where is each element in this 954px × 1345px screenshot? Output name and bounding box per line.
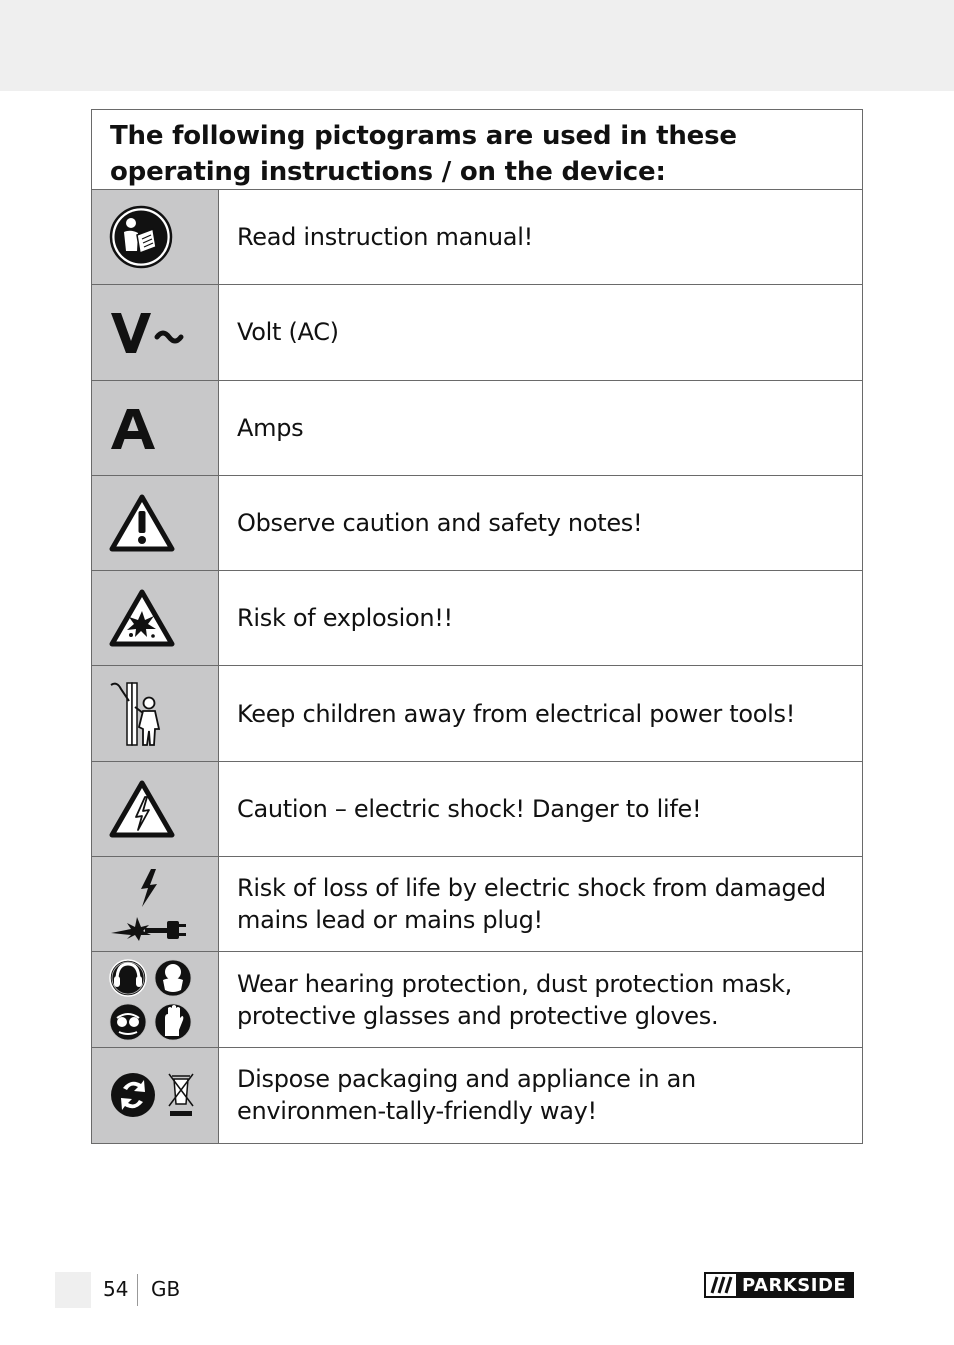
pictogram-table [91,109,863,1144]
recycling-disposal-icon [109,1070,199,1120]
table-row [92,857,862,952]
table-row [92,762,862,857]
table-row [92,190,862,285]
electric-shock-warning-icon [109,780,175,838]
volt-ac-icon [109,307,189,357]
row-description: Read instruction manual! [237,223,533,252]
row-description: Volt (AC) [237,318,339,347]
row-description: Dispose packaging and appliance in an environmen-tally-friendly way! [237,1065,696,1126]
icon-cell [92,190,219,284]
brand-stripes-icon [706,1274,736,1296]
row-description: Observe caution and safety notes! [237,509,643,538]
brand-logo [704,1272,854,1298]
page-number: 54 [103,1277,129,1301]
protective-equipment-icon [109,956,193,1044]
row-description: Amps [237,413,304,442]
brand-name: PARKSIDE [736,1274,852,1296]
icon-cell [92,762,219,856]
table-row [92,476,862,571]
row-description: Caution – electric shock! Danger to life! [237,794,702,823]
icon-cell [92,285,219,379]
icon-cell [92,857,219,951]
icon-cell [92,1048,219,1143]
row-description: Keep children away from electrical power tools! [237,699,796,728]
icon-cell [92,952,219,1046]
warning-triangle-icon [109,494,175,552]
page-marker [55,1272,91,1308]
table-row [92,285,862,380]
amps-icon [109,403,159,453]
icon-cell [92,571,219,665]
row-description: Risk of explosion!! [237,604,453,633]
icon-cell [92,381,219,475]
top-band [0,0,954,91]
icon-cell [92,476,219,570]
damaged-plug-icon [109,867,189,941]
footer-divider [137,1274,138,1306]
read-manual-icon [109,205,173,269]
keep-children-away-icon [109,679,169,749]
table-row [92,952,862,1047]
table-row [92,571,862,666]
page-language: GB [151,1277,181,1301]
table-title: The following pictograms are used in these operating instructions / on the device: [92,110,862,190]
table-row [92,381,862,476]
row-description: Risk of loss of life by electric shock from damaged mains lead or mains plug! [237,874,826,935]
table-row [92,1048,862,1143]
row-description: Wear hearing protection, dust protection mask, protective glasses and protective gloves. [237,969,792,1030]
explosion-warning-icon [109,589,175,647]
table-row [92,666,862,761]
icon-cell [92,666,219,760]
